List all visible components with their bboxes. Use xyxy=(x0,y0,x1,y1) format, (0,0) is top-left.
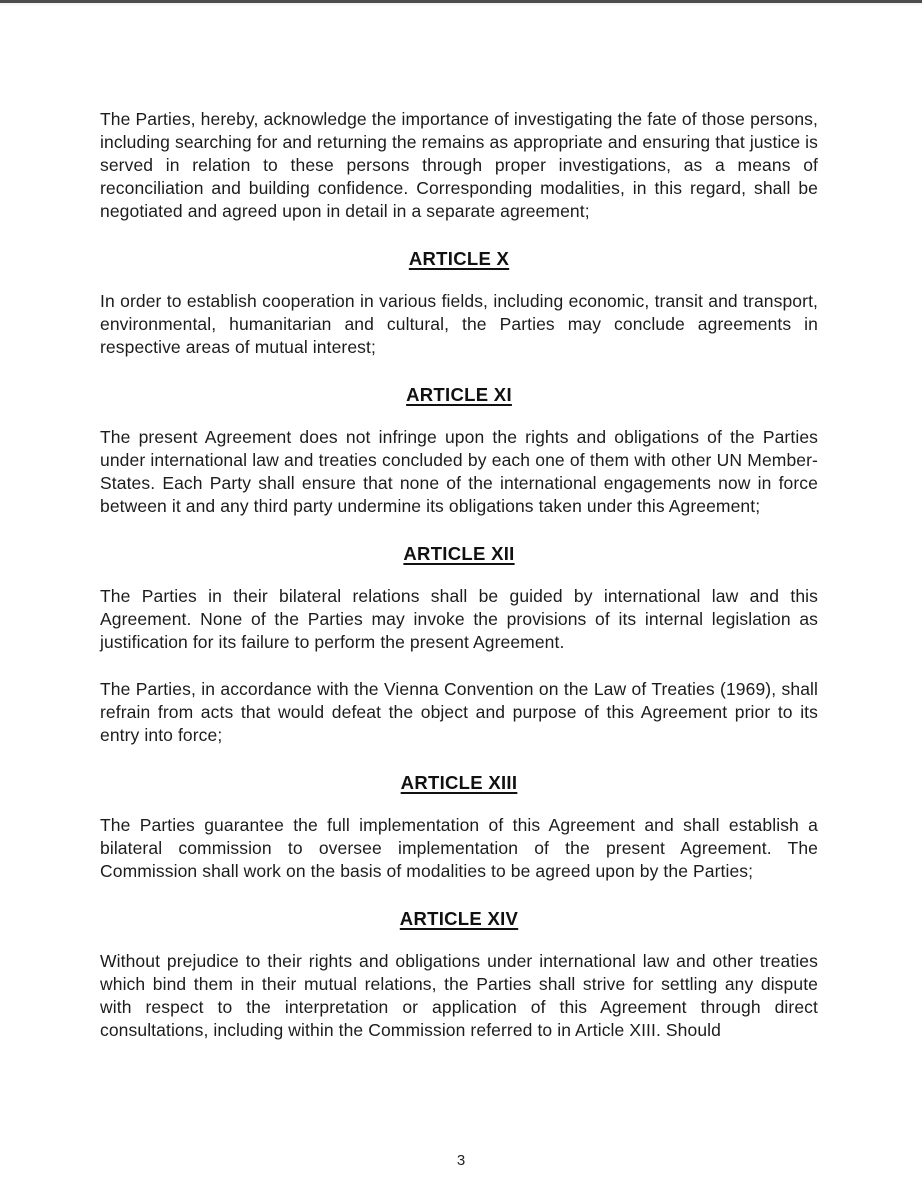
document-body xyxy=(100,5,818,1042)
paragraph-article-xi: The present Agreement does not infringe upon the rights and obligations of the Parties under international law and treaties concluded by each one of them with other UN Member-States. Each Party shall ensure that none of the international engagements now in force between it and any third party undermine its obligations taken under this Agreement; xyxy=(100,427,818,516)
paragraph-missing-persons: The Parties, hereby, acknowledge the importance of investigating the fate of those persons, including searching for and returning the remains as appropriate and ensuring that justice is served in relation to these persons through proper investigations, as a means of reconciliation and building confidence. Corresponding modalities, in this regard, shall be negotiated and agreed upon in detail in a separate agreement; xyxy=(100,109,818,221)
page-footer xyxy=(0,1152,922,1170)
article-heading-xii: ARTICLE XII xyxy=(403,543,515,564)
paragraph-article-xiv: Without prejudice to their rights and obligations under international law and other treaties which bind them in their mutual relations, the Parties shall strive for settling any dispute with respect to the interpretation or application of this Agreement through direct consultations, including within the Commission referred to in Article XIII. Should xyxy=(100,951,818,1040)
article-heading-xiii: ARTICLE XIII xyxy=(400,772,518,793)
article-heading-xiv: ARTICLE XIV xyxy=(399,908,519,929)
paragraph-article-xiii: The Parties guarantee the full implementation of this Agreement and shall establish a bilateral commission to oversee implementation of the present Agreement. The Commission shall work on the basis of modalities to be agreed upon by the Parties; xyxy=(100,815,818,881)
paragraph-article-xii-1: The Parties in their bilateral relations shall be guided by international law and this Agreement. None of the Parties may invoke the provisions of its internal legislation as justification for its failure to perform the present Agreement. xyxy=(100,586,818,652)
article-heading-xi: ARTICLE XI xyxy=(406,384,512,405)
page-number: 3 xyxy=(456,1152,466,1169)
paragraph-article-x: In order to establish cooperation in various fields, including economic, transit and transport, environmental, humanitarian and cultural, the Parties may conclude agreements in respective areas of mutual interest; xyxy=(100,291,818,357)
paragraph-article-xii-2: The Parties, in accordance with the Vienna Convention on the Law of Treaties (1969), shall refrain from acts that would defeat the object and purpose of this Agreement prior to its entry into force; xyxy=(100,679,818,745)
article-heading-x: ARTICLE X xyxy=(408,248,510,269)
